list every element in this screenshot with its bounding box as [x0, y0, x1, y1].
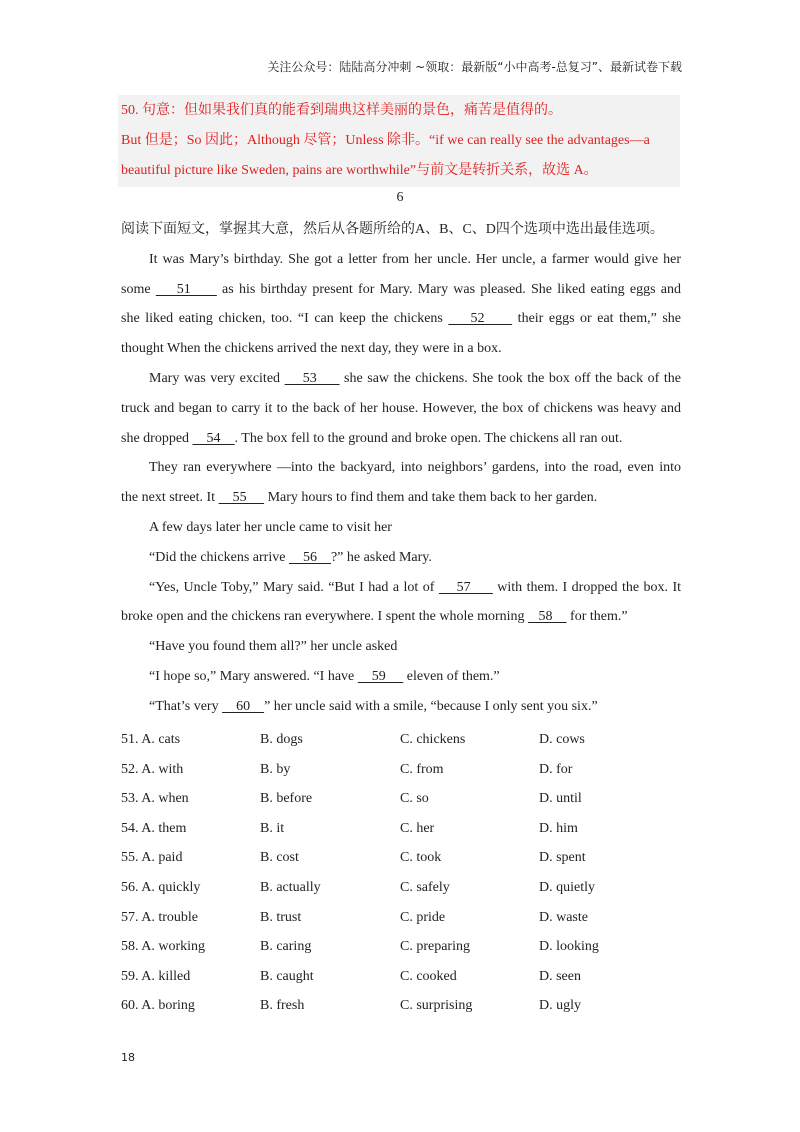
- option-c: C. her: [400, 820, 435, 836]
- option-b: B. caring: [260, 939, 312, 955]
- question-options: [121, 725, 681, 1021]
- passage-line: [121, 662, 681, 692]
- blank-55: 55: [218, 490, 265, 506]
- option-a: [121, 932, 205, 962]
- answer-explanation-box: [118, 95, 680, 187]
- option-text: A. cats: [141, 732, 181, 747]
- passage-line: [121, 364, 681, 394]
- passage: [121, 215, 681, 722]
- option-c: C. surprising: [400, 998, 473, 1014]
- blank-56: 56: [288, 549, 331, 565]
- option-c: C. pride: [400, 909, 446, 925]
- option-text: A. boring: [141, 998, 195, 1014]
- option-text: A. when: [141, 791, 189, 807]
- text-run: for them.”: [566, 609, 628, 625]
- option-text: A. trouble: [141, 909, 198, 925]
- option-d: D. ugly: [539, 998, 581, 1014]
- question-row: [121, 725, 681, 755]
- option-a: [121, 814, 186, 844]
- text-run: some: [121, 281, 156, 297]
- option-b: B. cost: [260, 850, 299, 866]
- question-number: 58.: [121, 939, 139, 955]
- instruction: 阅读下面短文，掌握其大意，然后从各题所给的A、B、C、D四个选项中选出最佳选项。: [121, 222, 664, 237]
- passage-line: [121, 602, 681, 632]
- option-b: B. caught: [260, 968, 314, 984]
- option-b: B. actually: [260, 879, 321, 895]
- text-run: she dropped: [121, 430, 193, 446]
- option-c: C. from: [400, 761, 444, 777]
- text-run: broke open and the chickens ran everywhere. I spent the whole morning: [121, 609, 529, 625]
- option-d: D. looking: [539, 939, 599, 955]
- blank-58: 58: [528, 609, 567, 625]
- option-c: C. chickens: [400, 732, 466, 747]
- text-run: Mary was very excited: [149, 370, 285, 386]
- option-b: B. fresh: [260, 998, 305, 1014]
- question-number: 52.: [121, 761, 139, 777]
- blank-57: 57: [438, 579, 493, 595]
- passage-line: [121, 304, 681, 334]
- option-a: [121, 725, 180, 755]
- passage-line: [121, 275, 681, 305]
- option-a: [121, 962, 190, 992]
- text-run: Mary hours to find them and take them back to her garden.: [264, 490, 598, 506]
- text-run: she liked eating chicken, too. “I can keep the chickens: [121, 311, 449, 327]
- question-row: [121, 814, 681, 844]
- text-run: “That’s very: [149, 698, 223, 714]
- passage-line: thought When the chickens arrived the next day, they were in a box.: [121, 341, 502, 357]
- option-b: B. dogs: [260, 732, 303, 747]
- text-run: ?” he asked Mary.: [330, 549, 432, 565]
- option-a: [121, 843, 182, 873]
- passage-line: They ran everywhere —into the backyard, into neighbors’ gardens, into the road, even into: [149, 460, 681, 476]
- passage-line: [121, 483, 681, 513]
- option-text: A. them: [141, 820, 187, 836]
- question-row: [121, 784, 681, 814]
- text-run: “Did the chickens arrive: [149, 549, 289, 565]
- blank-51: 51: [155, 281, 217, 297]
- section-number: 6: [396, 190, 404, 205]
- question-row: [121, 903, 681, 933]
- option-text: A. with: [141, 761, 184, 777]
- passage-line: [121, 543, 681, 573]
- question-row: [121, 873, 681, 903]
- option-c: C. safely: [400, 879, 450, 895]
- option-b: B. before: [260, 791, 313, 807]
- explanation-line-3: beautiful picture like Sweden, pains are worthwhile”与前文是转折关系，故选 A。: [121, 163, 598, 178]
- question-row: [121, 962, 681, 992]
- page-header: 关注公众号：陆陆高分冲刺 ~领取：最新版“小中高考-总复习”、最新试卷下载: [267, 60, 682, 74]
- option-b: B. by: [260, 761, 291, 777]
- option-a: [121, 755, 183, 785]
- option-b: B. it: [260, 820, 285, 836]
- option-text: A. quickly: [141, 879, 201, 895]
- option-a: [121, 903, 198, 933]
- question-row: [121, 932, 681, 962]
- text-run: eleven of them.”: [403, 668, 500, 684]
- question-number: 54.: [121, 820, 139, 836]
- option-a: [121, 873, 200, 903]
- option-d: D. waste: [539, 909, 588, 925]
- passage-line: It was Mary’s birthday. She got a letter from her uncle. Her uncle, a farmer would give her: [149, 251, 681, 267]
- option-c: C. cooked: [400, 968, 457, 984]
- text-run: as his birthday present for Mary. Mary was pleased. She liked eating eggs and: [216, 281, 681, 297]
- text-run: “Yes, Uncle Toby,” Mary said. “But I had a lot of: [149, 579, 439, 595]
- passage-line: [121, 573, 681, 603]
- option-c: C. so: [400, 791, 429, 807]
- option-text: A. killed: [141, 968, 191, 984]
- explanation-line-2: But 但是；So 因此；Although 尽管；Unless 除非。“if we can really see the advantages—a: [121, 133, 650, 148]
- text-run: with them. I dropped the box. It: [492, 579, 681, 595]
- blank-53: 53: [284, 370, 340, 386]
- text-run: their eggs or eat them,” she: [512, 311, 681, 327]
- option-d: D. cows: [539, 732, 585, 747]
- blank-52: 52: [448, 311, 513, 327]
- text-run: “I hope so,” Mary answered. “I have: [149, 668, 358, 684]
- option-d: D. quietly: [539, 879, 595, 895]
- question-row: [121, 843, 681, 873]
- option-text: A. working: [141, 939, 206, 955]
- option-d: D. him: [539, 820, 578, 836]
- question-number: 51.: [121, 732, 139, 747]
- question-number: 60.: [121, 998, 139, 1014]
- question-row: [121, 991, 681, 1021]
- option-d: D. until: [539, 791, 582, 807]
- question-number: 56.: [121, 879, 139, 895]
- option-b: B. trust: [260, 909, 302, 925]
- question-number: 53.: [121, 791, 139, 807]
- page-number: 18: [121, 1051, 135, 1064]
- question-row: [121, 755, 681, 785]
- text-run: ” her uncle said with a smile, “because I only sent you six.”: [264, 698, 598, 714]
- text-run: . The box fell to the ground and broke open. The chickens all ran out.: [234, 430, 623, 446]
- passage-line: [121, 692, 681, 722]
- option-d: D. spent: [539, 850, 586, 866]
- question-number: 55.: [121, 850, 139, 866]
- passage-line: truck and began to carry it to the back of her house. However, the box of chickens was heavy and: [121, 400, 681, 416]
- text-run: the next street. It: [121, 490, 219, 506]
- passage-line: A few days later her uncle came to visit her: [149, 519, 392, 535]
- question-number: 57.: [121, 909, 139, 925]
- option-c: C. preparing: [400, 939, 470, 955]
- blank-54: 54: [192, 430, 235, 446]
- passage-line: “Have you found them all?” her uncle asked: [149, 639, 398, 655]
- explanation-line-1: 50. 句意：但如果我们真的能看到瑞典这样美丽的景色，痛苦是值得的。: [121, 103, 562, 118]
- option-a: [121, 784, 189, 814]
- option-d: D. seen: [539, 968, 581, 984]
- text-run: she saw the chickens. She took the box off the back of the: [339, 370, 681, 386]
- option-a: [121, 991, 195, 1021]
- blank-59: 59: [357, 668, 404, 684]
- option-d: D. for: [539, 761, 573, 777]
- passage-line: [121, 424, 681, 454]
- option-text: A. paid: [141, 850, 183, 866]
- question-number: 59.: [121, 968, 139, 984]
- blank-60: 60: [222, 698, 265, 714]
- option-c: C. took: [400, 850, 442, 866]
